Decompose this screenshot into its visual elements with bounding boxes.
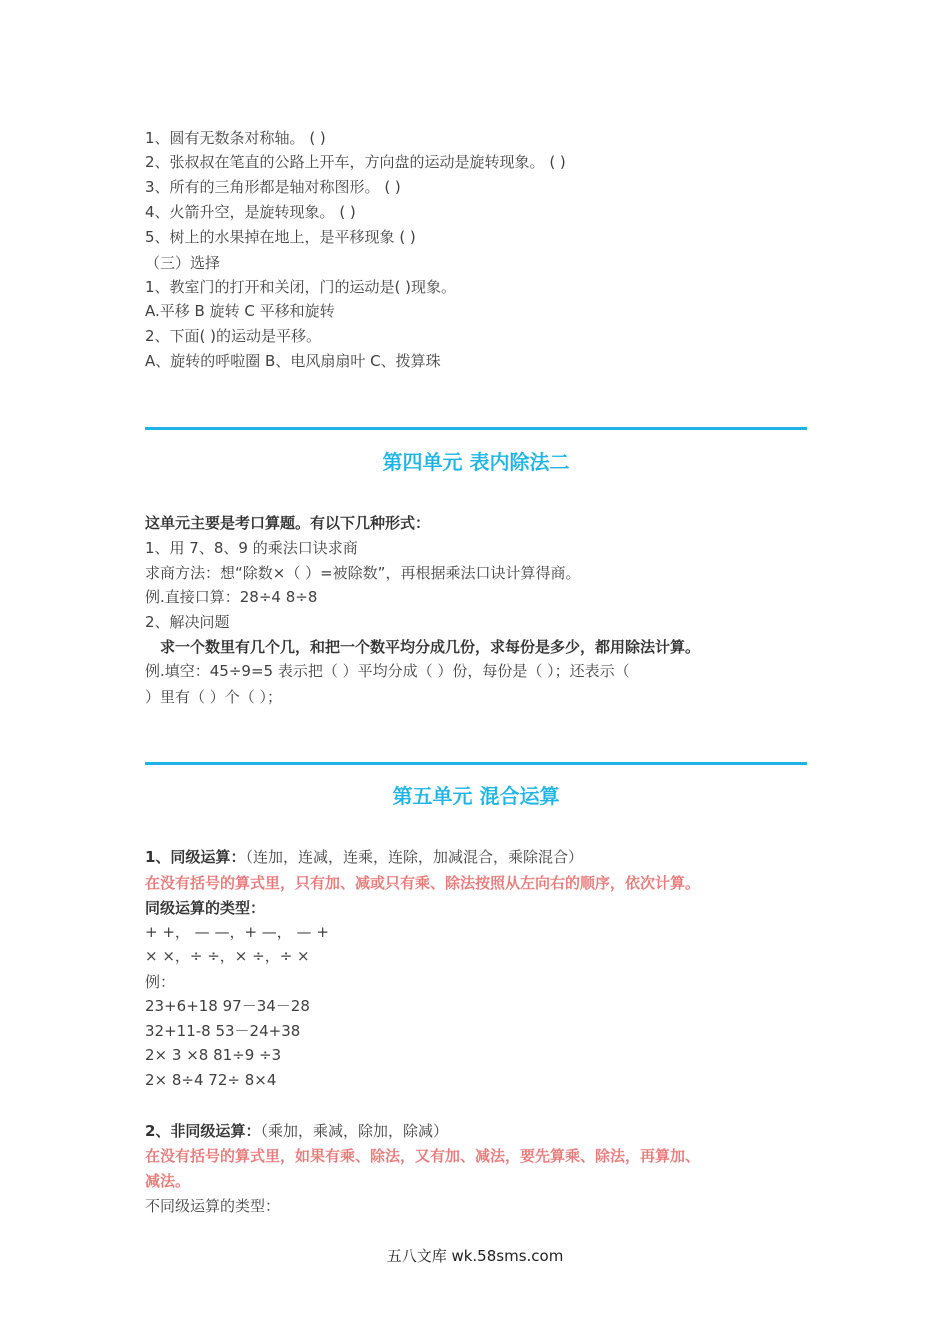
judge-item-3: 3、所有的三角形都是轴对称图形。 ( ) xyxy=(145,178,401,196)
judge-item-1: 1、圆有无数条对称轴。 ( ) xyxy=(145,129,326,147)
unit4-example-1: 例.直接口算：28÷4 8÷8 xyxy=(145,588,318,606)
judge-item-5: 5、树上的水果掉在地上，是平移现象 ( ) xyxy=(145,228,416,246)
choice-question-2: 2、下面( )的运动是平移。 xyxy=(145,327,322,345)
choice-options-1: A.平移 B 旋转 C 平移和旋转 xyxy=(145,302,335,320)
page-footer: 五八文库 wk.58sms.com xyxy=(386,1247,564,1265)
choice-options-2: A、旋转的呼啦圈 B、电风扇扇叶 C、拨算珠 xyxy=(145,352,441,370)
unit4-heading: 第四单元 表内除法二 xyxy=(382,450,570,474)
diff-level-rule-line2: 减法。 xyxy=(145,1172,191,1190)
unit4-divider xyxy=(145,427,807,430)
diff-level-desc: （乘加，乘减，除加，除减） xyxy=(260,1122,448,1140)
same-level-type-line-2: × ×，÷ ÷，× ÷，÷ × xyxy=(145,947,310,965)
same-level-rule: 在没有括号的算式里，只有加、减或只有乘、除法按照从左向右的顺序，依次计算。 xyxy=(145,874,701,892)
example-row-3: 2× 3 ×8 81÷9 ÷3 xyxy=(145,1046,282,1064)
unit4-item-1: 1、用 7、8、9 的乘法口诀求商 xyxy=(145,539,358,557)
unit5-same-level xyxy=(145,847,583,867)
unit4-method: 求商方法：想“除数×（ ）=被除数”，再根据乘法口诀计算得商。 xyxy=(145,564,581,582)
unit4-example-2-line2: ）里有（ ）个（ ）； xyxy=(145,688,283,706)
judge-item-4: 4、火箭升空，是旋转现象。 ( ) xyxy=(145,203,356,221)
choice-question-1: 1、教室门的打开和关闭，门的运动是( )现象。 xyxy=(145,278,457,296)
unit4-example-2-line1: 例.填空：45÷9=5 表示把（ ）平均分成（ ）份，每份是（ ）；还表示（ xyxy=(145,662,630,680)
example-row-4: 2× 8÷4 72÷ 8×4 xyxy=(145,1071,277,1089)
unit4-intro: 这单元主要是考口算题。有以下几种形式： xyxy=(145,514,431,532)
unit5-diff-level xyxy=(145,1121,448,1141)
same-level-desc: （连加，连减，连乘，连除，加减混合，乘除混合） xyxy=(245,848,583,866)
diff-level-types-title: 不同级运算的类型： xyxy=(145,1197,281,1215)
same-level-title: 1、同级运算： xyxy=(145,848,246,866)
unit4-rule: 求一个数里有几个几，和把一个数平均分成几份，求每份是多少，都用除法计算。 xyxy=(160,638,701,656)
example-row-1: 23+6+18 97－34－28 xyxy=(145,997,310,1015)
example-row-2: 32+11-8 53－24+38 xyxy=(145,1022,301,1040)
same-level-types-title: 同级运算的类型： xyxy=(145,899,266,917)
diff-level-rule-line1: 在没有括号的算式里，如果有乘、除法，又有加、减法，要先算乘、除法，再算加、 xyxy=(145,1147,701,1165)
unit4-item-2: 2、解决问题 xyxy=(145,613,230,631)
unit5-divider xyxy=(145,762,807,765)
diff-level-title: 2、非同级运算： xyxy=(145,1122,261,1140)
same-level-type-line-1: + +， — —，+ —， — + xyxy=(145,923,329,941)
choice-section-title: （三）选择 xyxy=(145,254,221,272)
example-label: 例： xyxy=(145,973,176,991)
judge-item-2: 2、张叔叔在笔直的公路上开车，方向盘的运动是旋转现象。 ( ) xyxy=(145,153,566,171)
unit5-heading: 第五单元 混合运算 xyxy=(392,784,560,808)
